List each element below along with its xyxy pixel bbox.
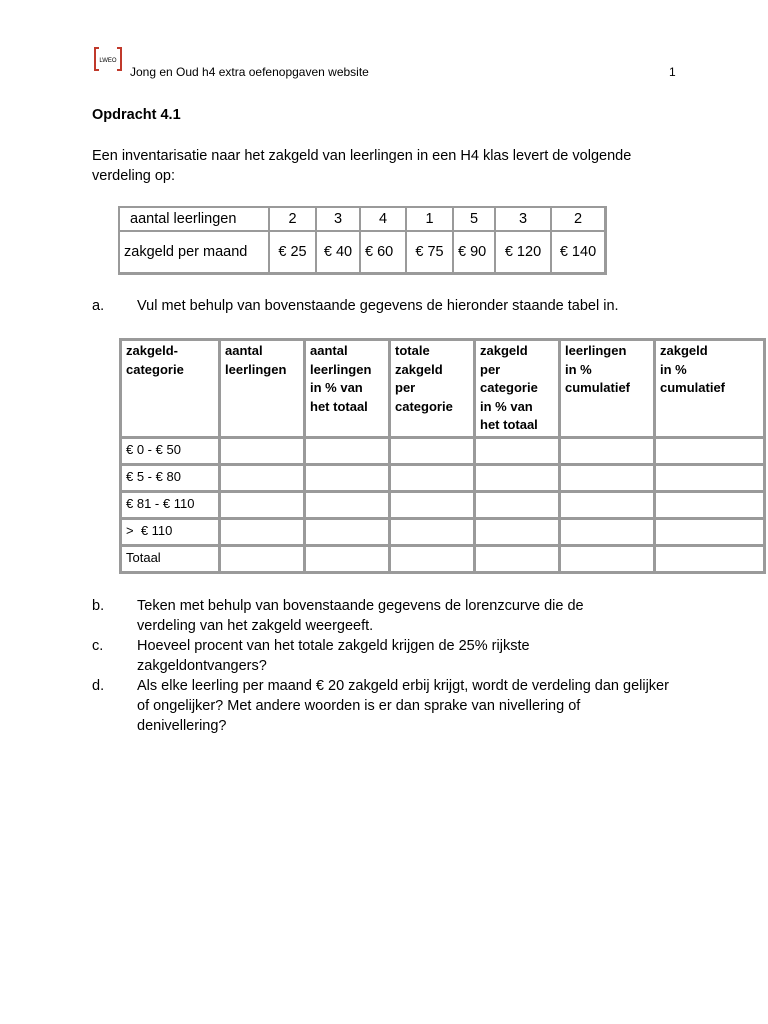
table-row: [120, 232, 606, 274]
answer-cell[interactable]: [561, 493, 656, 520]
answer-cell[interactable]: [306, 439, 391, 466]
question-letter: c.: [92, 638, 104, 654]
fill-in-table: [119, 338, 766, 574]
question-text: Als elke leerling per maand € 20 zakgeld erbij krijgt, wordt de verdeling dan gelijker of ongelijker? Met andere woorden is er dan sprake van nivellering of denivellering?: [137, 678, 669, 734]
question-text: Teken met behulp van bovenstaande gegevens de lorenzcurve die de verdeling van het zakgeld weergeeft.: [137, 598, 584, 634]
answer-cell[interactable]: [391, 520, 476, 547]
answer-cell[interactable]: [561, 547, 656, 574]
assignment-heading: Opdracht 4.1: [92, 107, 181, 123]
answer-cell[interactable]: [656, 493, 766, 520]
table-row: [120, 208, 606, 232]
answer-cell[interactable]: [561, 466, 656, 493]
answer-cell[interactable]: [476, 439, 561, 466]
answer-cell[interactable]: [476, 547, 561, 574]
table-cell: 5: [454, 208, 496, 232]
answer-cell[interactable]: [656, 466, 766, 493]
answer-cell[interactable]: [221, 439, 306, 466]
header-cell: zakgeld in % cumulatief: [656, 341, 766, 439]
table-row: [122, 547, 766, 574]
question-c: [92, 636, 567, 676]
table-cell: € 120: [496, 232, 552, 274]
category-cell: € 81 - € 110: [122, 493, 221, 520]
row-label-allowance: zakgeld per maand: [120, 232, 270, 274]
answer-cell[interactable]: [561, 439, 656, 466]
answer-cell[interactable]: [391, 547, 476, 574]
header-cell: leerlingen in % cumulatief: [561, 341, 656, 439]
table-header-row: [122, 341, 766, 439]
question-a: [92, 296, 697, 316]
answer-cell[interactable]: [221, 547, 306, 574]
pocket-money-data-table: [118, 206, 607, 275]
table-row: [122, 520, 766, 547]
lweo-logo: [93, 46, 123, 72]
answer-cell[interactable]: [391, 466, 476, 493]
answer-cell[interactable]: [656, 520, 766, 547]
answer-cell[interactable]: [561, 520, 656, 547]
table-cell: 3: [317, 208, 361, 232]
category-cell: > € 110: [122, 520, 221, 547]
question-d: [92, 676, 672, 736]
table-row: [122, 466, 766, 493]
answer-cell[interactable]: [221, 466, 306, 493]
answer-cell[interactable]: [656, 439, 766, 466]
intro-text: Een inventarisatie naar het zakgeld van leerlingen in een H4 klas levert de volgende verdeling op:: [92, 148, 632, 184]
row-label-students: aantal leerlingen: [120, 208, 270, 232]
answer-cell[interactable]: [476, 493, 561, 520]
table-cell: 3: [496, 208, 552, 232]
table-cell: 2: [552, 208, 606, 232]
answer-cell[interactable]: [476, 466, 561, 493]
category-cell: € 0 - € 50: [122, 439, 221, 466]
table-row: [122, 439, 766, 466]
table-cell: € 40: [317, 232, 361, 274]
header-cell: zakgeld per categorie in % van het totaal: [476, 341, 561, 439]
answer-cell[interactable]: [391, 439, 476, 466]
answer-cell[interactable]: [656, 547, 766, 574]
table-row: [122, 493, 766, 520]
question-text: Vul met behulp van bovenstaande gegevens de hieronder staande tabel in.: [137, 298, 619, 314]
answer-cell[interactable]: [306, 493, 391, 520]
page-number: 1: [669, 65, 676, 79]
answer-cell[interactable]: [221, 520, 306, 547]
answer-cell[interactable]: [476, 520, 561, 547]
answer-cell[interactable]: [221, 493, 306, 520]
header-cell: aantal leerlingen: [221, 341, 306, 439]
table-cell: € 25: [270, 232, 317, 274]
table-cell: € 75: [407, 232, 454, 274]
logo-text: LWEO: [99, 58, 117, 64]
header-cell: zakgeld- categorie: [122, 341, 221, 439]
header-cell: totale zakgeld per categorie: [391, 341, 476, 439]
header-cell: aantal leerlingen in % van het totaal: [306, 341, 391, 439]
table-cell: € 90: [454, 232, 496, 274]
question-letter: d.: [92, 678, 105, 694]
answer-cell[interactable]: [391, 493, 476, 520]
table-cell: 2: [270, 208, 317, 232]
question-letter: a.: [92, 298, 105, 314]
total-cell: Totaal: [122, 547, 221, 574]
answer-cell[interactable]: [306, 466, 391, 493]
category-cell: € 5 - € 80: [122, 466, 221, 493]
table-cell: € 140: [552, 232, 606, 274]
table-cell: 1: [407, 208, 454, 232]
answer-cell[interactable]: [306, 520, 391, 547]
answer-cell[interactable]: [306, 547, 391, 574]
question-text: Hoeveel procent van het totale zakgeld krijgen de 25% rijkste zakgeldontvangers?: [137, 638, 530, 674]
table-cell: 4: [361, 208, 407, 232]
header-title: Jong en Oud h4 extra oefenopgaven website: [130, 65, 369, 79]
table-cell: € 60: [361, 232, 407, 274]
question-letter: b.: [92, 598, 105, 614]
question-b: [92, 596, 627, 636]
